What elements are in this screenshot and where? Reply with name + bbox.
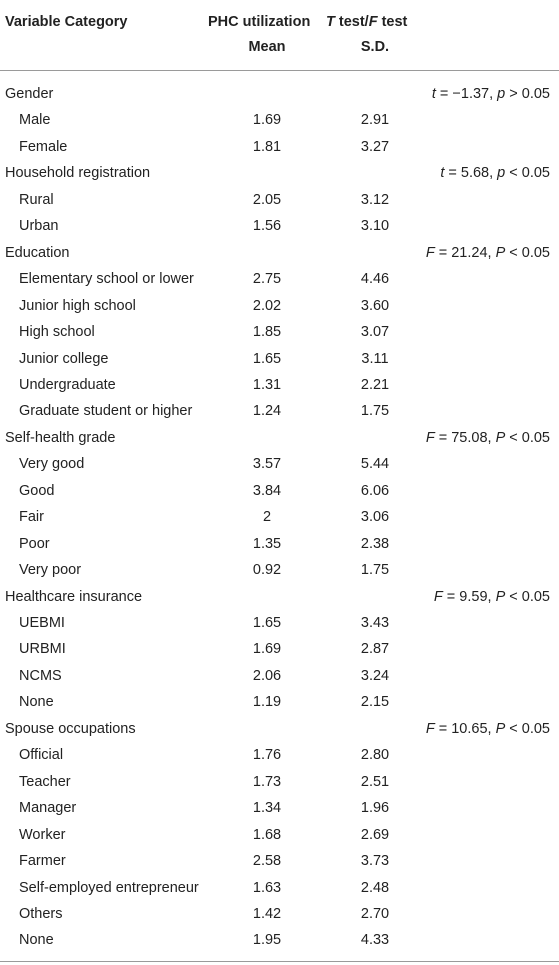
table-row — [0, 187, 559, 213]
table-row — [0, 346, 559, 372]
table-row — [0, 769, 559, 795]
sd-value: 3.24 — [360, 667, 390, 684]
header-t-test: T test/F test — [326, 14, 408, 30]
sd-value: 3.27 — [360, 138, 390, 155]
sd-value: 3.12 — [360, 191, 390, 208]
table-row — [0, 742, 559, 768]
item-label: NCMS — [19, 667, 62, 684]
item-label: Male — [19, 112, 51, 129]
sd-value: 2.70 — [360, 905, 390, 922]
mean-value: 3.84 — [252, 482, 282, 499]
item-label: Female — [19, 138, 68, 155]
table-row — [0, 822, 559, 848]
mean-value: 1.81 — [252, 138, 282, 155]
item-label: High school — [19, 324, 95, 341]
mean-value: 1.85 — [252, 324, 282, 341]
mean-value: 3.57 — [252, 456, 282, 473]
item-label: UEBMI — [19, 615, 65, 631]
table-row — [0, 531, 559, 557]
item-label: None — [19, 694, 54, 711]
sd-value: 1.75 — [360, 403, 390, 420]
item-label: Manager — [19, 800, 77, 817]
sd-value: 2.80 — [360, 747, 390, 764]
category-label: Gender — [5, 86, 54, 102]
mean-value: 2.05 — [252, 191, 282, 208]
item-label: Teacher — [19, 773, 71, 790]
item-label: Very good — [19, 456, 85, 473]
mean-value: 1.65 — [252, 615, 282, 631]
category-row — [0, 81, 559, 107]
category-label: Healthcare insurance — [5, 588, 143, 605]
mean-value: 1.19 — [252, 694, 282, 711]
mean-value: 1.73 — [252, 773, 282, 790]
mean-value: 1.65 — [252, 350, 282, 367]
mean-value: 0.92 — [252, 562, 282, 579]
mean-value: 1.56 — [252, 218, 282, 235]
test-statistic: F = 10.65, P < 0.05 — [425, 720, 550, 737]
mean-value: 2.58 — [252, 853, 282, 870]
category-label: Spouse occupations — [5, 720, 136, 737]
table-row — [0, 107, 559, 133]
mean-value: 1.34 — [252, 800, 282, 817]
item-label: Poor — [19, 535, 50, 552]
item-label: Graduate student or higher — [19, 403, 193, 420]
table-row — [0, 636, 559, 662]
item-label: Self-employed entrepreneur — [19, 879, 199, 896]
table-row — [0, 795, 559, 821]
sd-value: 2.91 — [360, 112, 390, 129]
sd-value: 3.07 — [360, 324, 390, 341]
test-statistic: t = −1.37, p > 0.05 — [431, 86, 550, 102]
test-statistic: F = 21.24, P < 0.05 — [425, 244, 550, 261]
sd-value: 2.48 — [360, 879, 390, 896]
sd-value: 2.69 — [360, 826, 390, 843]
category-row — [0, 240, 559, 266]
sd-value: 2.51 — [360, 773, 390, 790]
mean-value: 2.06 — [252, 667, 282, 684]
sd-value: 3.10 — [360, 218, 390, 235]
sd-value: 6.06 — [360, 482, 390, 499]
category-row — [0, 160, 559, 186]
sd-value: 3.73 — [360, 853, 390, 870]
mean-value: 2.75 — [252, 271, 282, 288]
sd-value: 3.11 — [361, 350, 389, 367]
item-label: Junior college — [19, 350, 109, 367]
table-row — [0, 372, 559, 398]
sd-value: 3.06 — [360, 509, 390, 526]
sd-value: 4.33 — [360, 932, 390, 949]
mean-value: 1.42 — [252, 905, 282, 922]
item-label: Rural — [19, 191, 54, 208]
item-label: Elementary school or lower — [19, 271, 194, 288]
sd-value: 3.43 — [360, 615, 390, 631]
item-label: Worker — [19, 826, 66, 843]
item-label: Good — [19, 482, 55, 499]
table-row — [0, 557, 559, 583]
header-rule — [0, 70, 559, 71]
table-row — [0, 319, 559, 345]
mean-value: 2.02 — [252, 297, 282, 314]
sd-value: 2.38 — [360, 535, 390, 552]
table-row — [0, 451, 559, 477]
mean-value: 1.35 — [252, 535, 282, 552]
test-statistic: F = 75.08, P < 0.05 — [425, 429, 550, 446]
mean-value: 1.68 — [252, 826, 282, 843]
sd-value: 3.60 — [360, 297, 390, 314]
mean-value: 1.69 — [252, 112, 282, 129]
category-row — [0, 716, 559, 742]
header-variable-category: Variable Category — [5, 14, 128, 30]
test-statistic: t = 5.68, p < 0.05 — [440, 165, 550, 182]
table-row — [0, 293, 559, 319]
mean-value: 1.31 — [252, 376, 282, 393]
item-label: Fair — [19, 509, 44, 526]
item-label: Junior high school — [19, 297, 136, 314]
table-row — [0, 927, 559, 953]
item-label: Undergraduate — [19, 376, 116, 393]
mean-value: 2 — [262, 509, 272, 526]
table-row — [0, 901, 559, 927]
mean-value: 1.76 — [252, 747, 282, 764]
table-row — [0, 266, 559, 292]
item-label: Very poor — [19, 562, 82, 579]
item-label: Farmer — [19, 853, 66, 870]
sd-value: 2.21 — [360, 376, 390, 393]
item-label: None — [19, 932, 54, 949]
table-row — [0, 478, 559, 504]
bottom-rule — [0, 961, 559, 962]
table-row — [0, 610, 559, 636]
sd-value: 2.15 — [360, 694, 390, 711]
sd-value: 1.96 — [360, 800, 390, 817]
category-row — [0, 425, 559, 451]
table-row — [0, 134, 559, 160]
header-mean: Mean — [248, 39, 286, 55]
table-row — [0, 504, 559, 530]
table-row — [0, 875, 559, 901]
mean-value: 1.95 — [252, 932, 282, 949]
item-label: Others — [19, 905, 63, 922]
table-row — [0, 689, 559, 715]
mean-value: 1.24 — [252, 403, 282, 420]
test-statistic: F = 9.59, P < 0.05 — [433, 588, 550, 605]
table-row — [0, 213, 559, 239]
sd-value: 4.46 — [360, 271, 390, 288]
item-label: URBMI — [19, 641, 66, 658]
sd-value: 2.87 — [360, 641, 390, 658]
header-phc-utilization: PHC utilization — [208, 14, 311, 30]
category-row — [0, 584, 559, 610]
category-label: Self-health grade — [5, 429, 116, 446]
header-sd: S.D. — [360, 39, 390, 55]
mean-value: 1.69 — [252, 641, 282, 658]
mean-value: 1.63 — [252, 879, 282, 896]
item-label: Urban — [19, 218, 59, 235]
table-row — [0, 848, 559, 874]
category-label: Education — [5, 244, 70, 261]
sd-value: 5.44 — [360, 456, 390, 473]
sd-value: 1.75 — [360, 562, 390, 579]
item-label: Official — [19, 747, 64, 764]
table-row — [0, 663, 559, 689]
category-label: Household registration — [5, 165, 151, 182]
table-row — [0, 398, 559, 424]
